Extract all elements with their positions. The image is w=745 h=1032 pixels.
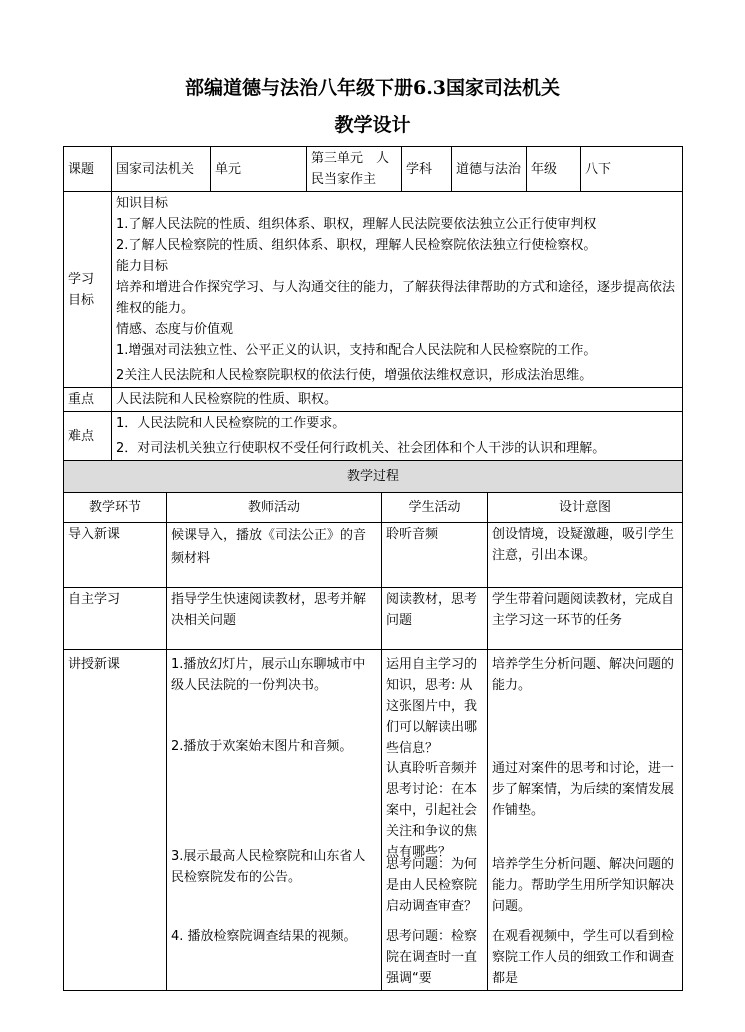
objective-item: 1.了解人民法院的性质、组织体系、职权，理解人民法院要依法独立公正行使审判权 bbox=[116, 217, 597, 232]
student-step: 认真聆听音频并思考讨论：在本案中，引起社会关注和争议的焦点有哪些？ bbox=[386, 761, 478, 860]
key-point-text: 人民法院和人民检察院的性质、职权。 bbox=[112, 388, 683, 412]
difficulty-item: 2．对司法机关独立行使职权不受任何行政机关、社会团体和个人干涉的认识和理解。 bbox=[116, 441, 606, 456]
document-title: 部编道德与法治八年级下册6.3国家司法机关 bbox=[184, 77, 561, 99]
subject-label: 学科 bbox=[402, 147, 452, 192]
stage-new-lesson: 讲授新课 bbox=[64, 650, 167, 991]
teacher-new-lesson bbox=[167, 650, 382, 991]
teacher-step: 2.播放于欢案始末图片和音频。 bbox=[171, 739, 353, 754]
column-header-intent: 设计意图 bbox=[488, 493, 683, 523]
teacher-step: 1.播放幻灯片，展示山东聊城市中级人民法院的一份判决书。 bbox=[171, 657, 366, 693]
student-step: 思考问题：为何是由人民检察院启动调查审查？ bbox=[386, 857, 478, 914]
difficulty-row bbox=[64, 412, 683, 461]
difficulty-content bbox=[112, 412, 683, 461]
column-header-student: 学生活动 bbox=[382, 493, 488, 523]
stage-intro: 导入新课 bbox=[64, 523, 167, 588]
teacher-step: 3.展示最高人民检察院和山东省人民检察院发布的公告。 bbox=[171, 849, 366, 885]
topic-label: 课题 bbox=[64, 147, 112, 192]
teacher-self-study: 指导学生快速阅读教材，思考并解决相关问题 bbox=[167, 588, 382, 650]
key-point-row bbox=[64, 388, 683, 412]
teacher-intro: 候课导入，播放《司法公正》的音频材料 bbox=[167, 523, 382, 588]
student-new-lesson bbox=[382, 650, 488, 991]
intent-step: 在观看视频中，学生可以看到检察院工作人员的细致工作和调查都是 bbox=[492, 929, 675, 986]
intent-step: 通过对案件的思考和讨论，进一步了解案情，为后续的案情发展作铺垫。 bbox=[492, 761, 675, 818]
process-heading: 教学过程 bbox=[64, 461, 683, 493]
table-row bbox=[64, 650, 683, 991]
column-header-teacher: 教师活动 bbox=[167, 493, 382, 523]
objectives-label: 学习 目标 bbox=[64, 192, 112, 388]
grade-value: 八下 bbox=[581, 147, 683, 192]
objectives-content bbox=[112, 192, 683, 388]
difficulty-item: 1．人民法院和人民检察院的工作要求。 bbox=[116, 416, 346, 431]
student-self-study: 阅读教材，思考问题 bbox=[382, 588, 488, 650]
document-subtitle: 教学设计 bbox=[334, 114, 411, 136]
grade-label: 年级 bbox=[527, 147, 581, 192]
table-row bbox=[64, 523, 683, 588]
key-point-label: 重点 bbox=[64, 388, 112, 412]
student-step: 思考问题：检察院在调查时一直强调“要 bbox=[386, 929, 478, 986]
objective-item: 2.了解人民检察院的性质、组织体系、职权，理解人民检察院依法独立行使检察权。 bbox=[116, 238, 597, 253]
unit-label: 单元 bbox=[211, 147, 307, 192]
intent-step: 培养学生分析问题、解决问题的能力。帮助学生用所学知识解决问题。 bbox=[492, 857, 675, 914]
intent-intro: 创设情境，设疑激趣，吸引学生注意，引出本课。 bbox=[488, 523, 683, 588]
objective-item: 1.增强对司法独立性、公平正义的认识，支持和配合人民法院和人民检察院的工作。 bbox=[116, 343, 597, 358]
lesson-plan-table bbox=[63, 146, 683, 991]
objective-heading-knowledge: 知识目标 bbox=[116, 196, 169, 211]
objective-heading-ability: 能力目标 bbox=[116, 259, 169, 274]
intent-self-study: 学生带着问题阅读教材，完成自主学习这一环节的任务 bbox=[488, 588, 683, 650]
stage-self-study: 自主学习 bbox=[64, 588, 167, 650]
process-heading-row bbox=[64, 461, 683, 493]
info-row bbox=[64, 147, 683, 192]
subject-value: 道德与法治 bbox=[452, 147, 527, 192]
intent-new-lesson bbox=[488, 650, 683, 991]
column-header-stage: 教学环节 bbox=[64, 493, 167, 523]
objectives-row bbox=[64, 192, 683, 388]
process-columns-row bbox=[64, 493, 683, 523]
student-step: 运用自主学习的知识，思考: 从这张图片中，我们可以解读出哪些信息？ bbox=[386, 657, 478, 756]
student-intro: 聆听音频 bbox=[382, 523, 488, 588]
unit-value: 第三单元 人民当家作主 bbox=[307, 147, 402, 192]
objective-heading-values: 情感、态度与价值观 bbox=[116, 322, 234, 337]
table-row bbox=[64, 588, 683, 650]
objective-item: 培养和增进合作探究学习、与人沟通交往的能力，了解获得法律帮助的方式和途径，逐步提高依法维权的能力。 bbox=[116, 280, 676, 316]
difficulty-label: 难点 bbox=[64, 412, 112, 461]
objective-item: 2关注人民法院和人民检察院职权的依法行使，增强依法维权意识，形成法治思维。 bbox=[116, 368, 593, 383]
teacher-step: 4. 播放检察院调查结果的视频。 bbox=[171, 929, 357, 944]
intent-step: 培养学生分析问题、解决问题的能力。 bbox=[492, 657, 675, 693]
topic-value: 国家司法机关 bbox=[112, 147, 211, 192]
